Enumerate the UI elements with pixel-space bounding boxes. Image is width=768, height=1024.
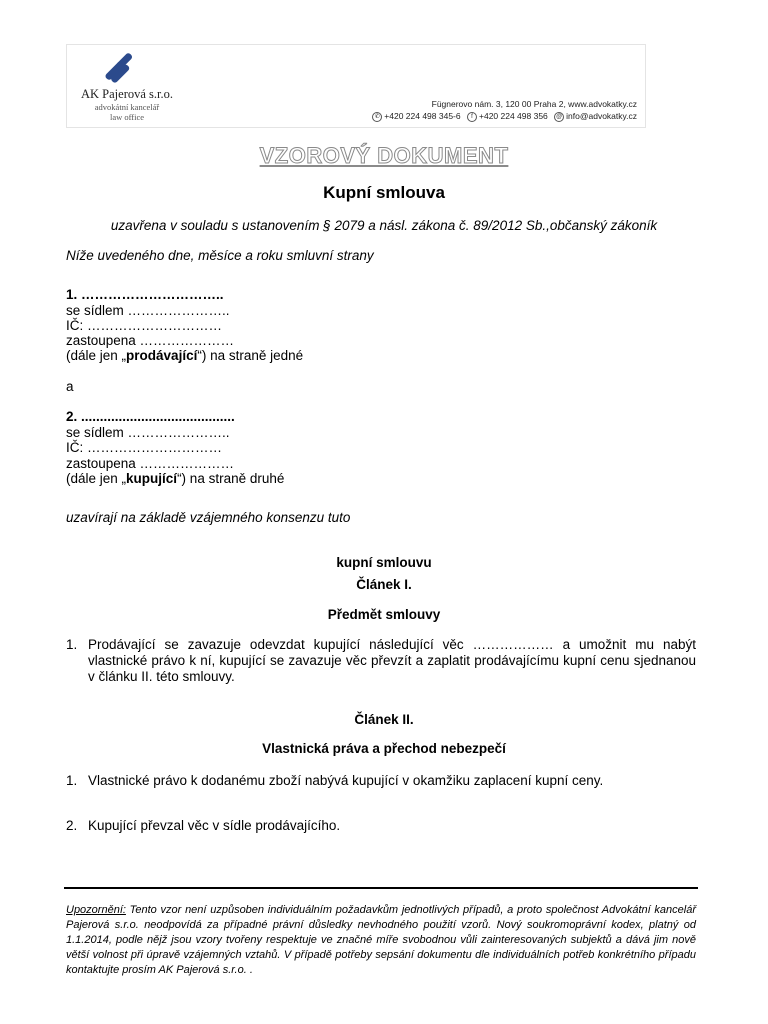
party2-represented: zastoupena ………………… — [66, 456, 235, 471]
fax-number: +420 224 498 356 — [479, 111, 548, 121]
party2-name: 2. ......................................... — [66, 409, 235, 424]
article1-title: Předmět smlouvy — [327, 607, 441, 622]
party2-role — [66, 471, 284, 487]
document-title: Kupní smlouva — [323, 183, 445, 202]
item-text: Prodávající se zavazuje odevzdat kupující následující věc ……………… a umožnit mu nabýt vlastnické právo k ní, kupující se zavazuje věc převzít a zaplatit prodávajícímu kupní cenu sjednanou v článku II. této smlouvy. — [88, 637, 696, 684]
party2-role-suffix: “) na straně druhé — [177, 471, 285, 486]
watermark-title: VZOROVÝ DOKUMENT — [259, 143, 509, 168]
party2-role-prefix: (dále jen „ — [66, 471, 127, 486]
party1-role — [66, 348, 303, 364]
firm-contacts — [368, 111, 637, 122]
party1-name: 1. ………………………….. — [66, 287, 224, 302]
party2-ic: IČ: ………………………… — [66, 440, 223, 455]
fax-icon: f — [467, 112, 477, 122]
party1-role-suffix: “) na straně jedné — [197, 348, 304, 363]
party1-role-name: prodávající — [126, 348, 198, 363]
notice-text: Tento vzor není uzpůsoben individuálním požadavkům jednotlivých případů, a proto společnost Advokátní kancelář Pajerová s.r.o. neodpovídá za případné právní důsledky nevhodného použití vzorů. Nový soukromoprávní kodex, platný od 1.1.2014, podle nějž jsou vzory tvořeny respektuje ve značné míře svobodnou vůli zainteresovaných subjektů a dává jim nově větší volnost při úpravě vzájemných vztahů. V případě potřeby sepsání dokumentu dle individuálních potřeb konkrétního případu kontaktujte prosím AK Pajerová s.r.o. . — [66, 904, 696, 976]
article2-item — [66, 773, 696, 789]
firm-name: AK Pajerová s.r.o. — [81, 87, 173, 101]
footer-divider — [64, 887, 698, 889]
item-number: 1. — [66, 773, 78, 788]
firm-subtitle-en: law office — [109, 112, 145, 122]
and-text: a — [66, 379, 74, 394]
email-address: info@advokatky.cz — [566, 111, 637, 121]
party1-seat: se sídlem ………………….. — [66, 303, 230, 318]
phone-number: +420 224 498 345-6 — [384, 111, 461, 121]
article2-heading: Článek II. — [354, 712, 414, 727]
item-number: 1. — [66, 637, 78, 652]
party1-ic: IČ: ………………………… — [66, 318, 223, 333]
article1-heading: Článek I. — [356, 577, 412, 592]
article2-item — [66, 818, 696, 834]
phone-icon: ✆ — [372, 112, 382, 122]
letterhead — [66, 44, 646, 128]
article2-title: Vlastnická práva a přechod nebezpečí — [262, 741, 506, 756]
item-text: Kupující převzal věc v sídle prodávajícího. — [88, 818, 341, 833]
email-icon: @ — [556, 113, 563, 120]
notice-label: Upozornění: — [66, 904, 126, 916]
intro-text: Níže uvedeného dne, měsíce a roku smluvní strany — [66, 248, 374, 263]
item-number: 2. — [66, 818, 78, 833]
party2-seat: se sídlem ………………….. — [66, 425, 230, 440]
article1-item — [66, 637, 696, 685]
item-text: Vlastnické právo k dodanému zboží nabývá kupující v okamžiku zaplacení kupní ceny. — [88, 773, 604, 788]
party1-represented: zastoupena ………………… — [66, 333, 235, 348]
party1-role-prefix: (dále jen „ — [66, 348, 127, 363]
firm-logo-icon — [99, 51, 135, 87]
party2-role-name: kupující — [126, 471, 178, 486]
firm-address: Fügnerovo nám. 3, 120 00 Praha 2, www.advokatky.cz — [431, 99, 637, 109]
document-subtitle: uzavřena v souladu s ustanovením § 2079 a násl. zákona č. 89/2012 Sb.,občanský zákoník — [110, 218, 658, 233]
firm-subtitle: advokátní kancelář — [94, 102, 160, 112]
footer-notice — [66, 903, 696, 978]
contract-heading: kupní smlouvu — [336, 555, 432, 570]
conclude-text: uzavírají na základě vzájemného konsenzu tuto — [66, 510, 351, 525]
